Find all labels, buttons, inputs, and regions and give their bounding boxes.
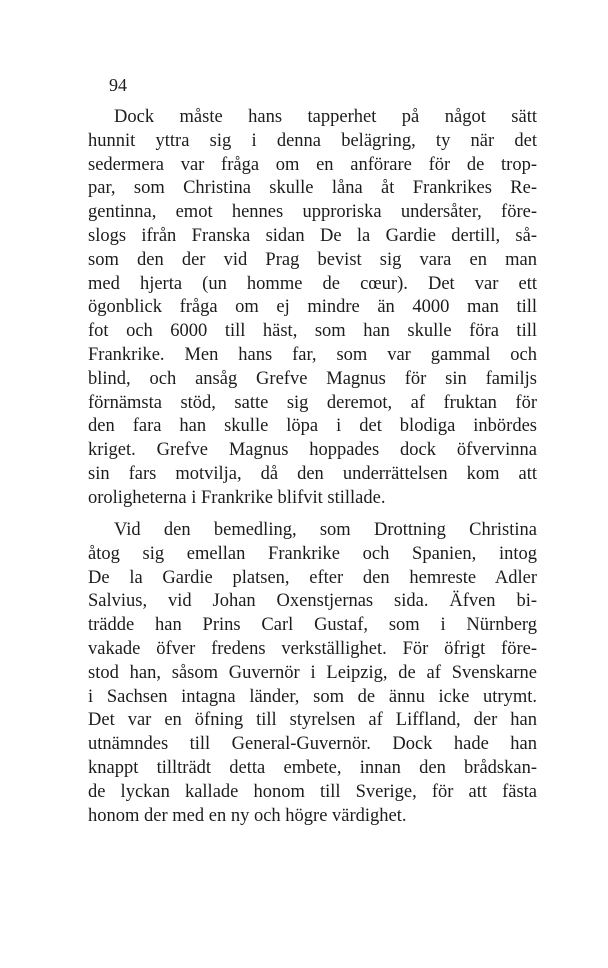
text-line: De la Gardie platsen, efter den hemreste Adler [88, 567, 537, 588]
text-line: i Sachsen intagna länder, som de ännu icke utrymt. [88, 686, 537, 707]
text-line: åtog sig emellan Frankrike och Spanien, intog [88, 543, 537, 564]
text-line: Vid den bemedling, som Drottning Christina [114, 520, 537, 540]
text-line: Dock måste hans tapperhet på något sätt [114, 107, 537, 127]
paragraph-1 [88, 106, 537, 511]
text-line: hunnit yttra sig i denna belägring, ty när det [88, 130, 537, 151]
text-line: den fara han skulle löpa i det blodiga inbördes [88, 416, 537, 437]
text-line: som den der vid Prag bevist sig vara en man [88, 249, 537, 270]
text-line: fot och 6000 till häst, som han skulle föra till [88, 321, 537, 342]
text-line: knappt tillträdt detta embete, innan den brådskan- [88, 757, 537, 778]
text-line: gentinna, emot hennes upproriska undersåter, före- [88, 202, 537, 223]
text-line: förnämsta stöd, satte sig deremot, af fruktan för [88, 392, 537, 413]
text-line: trädde han Prins Carl Gustaf, som i Nürnberg [88, 615, 537, 636]
text-line: Det var en öfning till styrelsen af Liffland, der han [88, 710, 537, 731]
text-line: sin fars motvilja, då den underrättelsen kom att [88, 463, 537, 484]
text-line: vakade öfver fredens verkställighet. För öfrigt före- [88, 638, 537, 659]
text-line: ögonblick fråga om ej mindre än 4000 man till [88, 297, 537, 318]
text-line: oroligheterna i Frankrike blifvit stillade. [88, 487, 386, 508]
text-line: Salvius, vid Johan Oxenstjernas sida. Äfven bi- [88, 591, 537, 612]
text-line: honom der med en ny och högre värdighet. [88, 805, 407, 826]
text-line: slogs ifrån Franska sidan De la Gardie dertill, så- [88, 225, 537, 246]
text-line: kriget. Grefve Magnus hoppades dock öfvervinna [88, 440, 537, 461]
text-line: med hjerta (un homme de cœur). Det var ett [88, 273, 537, 294]
text-line: par, som Christina skulle låna åt Frankrikes Re- [88, 178, 537, 199]
text-line: sedermera var fråga om en anförare för de trop- [88, 154, 537, 175]
text-line: utnämndes till General-Guvernör. Dock hade han [88, 734, 537, 755]
text-line: stod han, såsom Guvernör i Leipzig, de af Svenskarne [88, 662, 537, 683]
text-line: de lyckan kallade honom till Sverige, för att fästa [88, 781, 537, 802]
page-number: 94 [109, 75, 127, 95]
text-line: Frankrike. Men hans far, som var gammal och [88, 344, 537, 365]
paragraph-2 [88, 519, 537, 828]
text-line: blind, och ansåg Grefve Magnus för sin familjs [88, 368, 537, 389]
